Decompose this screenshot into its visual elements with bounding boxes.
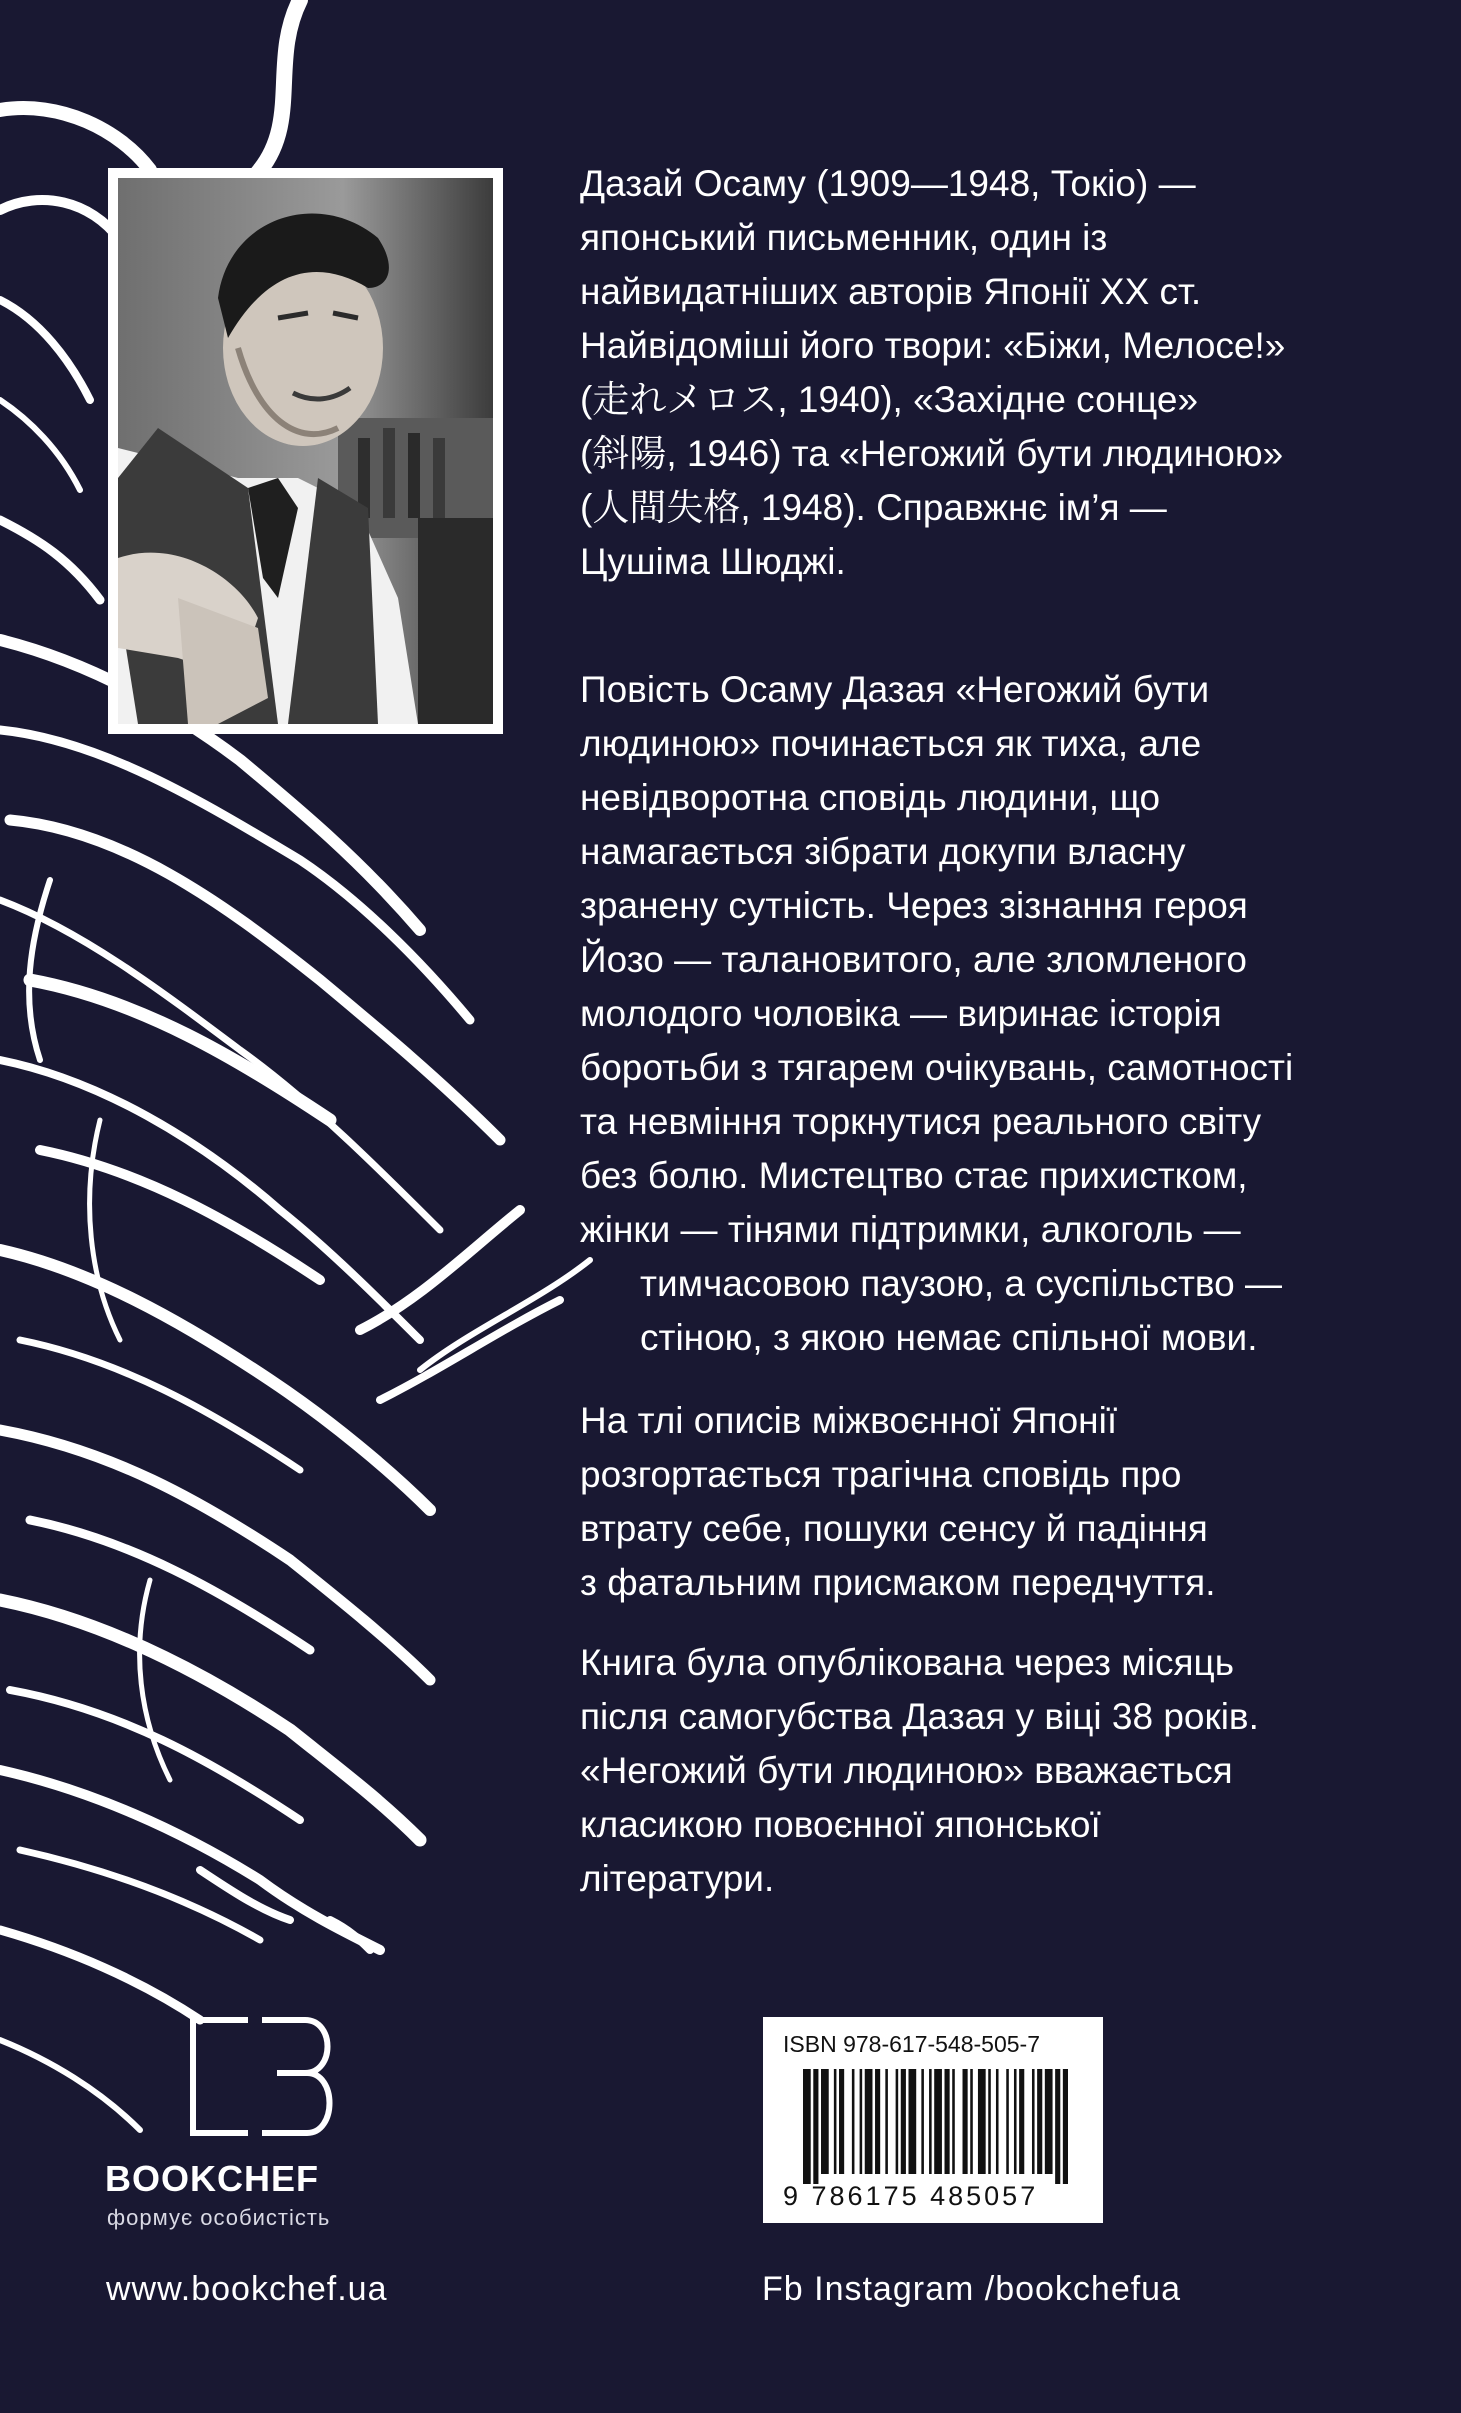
description-line: боротьби з тягарем очікувань, самотності [580, 1047, 1294, 1088]
barcode-bar [988, 2069, 991, 2174]
barcode-bar [963, 2069, 968, 2174]
description-line: стіною, з якою немає спільної мови. [640, 1317, 1258, 1358]
description-line: Йозо — талановитого, але зломленого [580, 939, 1248, 980]
description-line: людиною» починається як тиха, але [580, 723, 1202, 764]
barcode-bar [908, 2069, 916, 2174]
barcode-bar [996, 2069, 999, 2174]
barcode-bar [1032, 2069, 1035, 2174]
bio-line: Цушіма Шюджі. [580, 541, 846, 582]
description-line: зранену сутність. Через зізнання героя [580, 885, 1248, 926]
bio-line: (斜陽, 1946) та «Негожий бути людиною» [580, 433, 1284, 474]
bookchef-logo-icon [185, 2015, 335, 2140]
author-photo-frame [108, 168, 503, 734]
barcode-bar [1063, 2069, 1068, 2184]
barcode-bar [970, 2069, 973, 2174]
author-portrait-icon [118, 178, 493, 724]
bio-line: японський письменник, один із [580, 217, 1108, 258]
barcode-bar [821, 2069, 829, 2174]
barcode-bar [921, 2069, 924, 2174]
isbn-barcode [763, 2017, 1103, 2223]
description-line: Повість Осаму Дазая «Негожий бути [580, 669, 1210, 710]
description-line: без болю. Мистецтво стає прихистком, [580, 1155, 1248, 1196]
book-description-paragraph-2 [580, 1394, 1340, 1610]
description-line: втрату себе, пошуки сенсу й падіння [580, 1508, 1208, 1549]
bio-line: Найвідоміші його твори: «Біжи, Мелосе!» [580, 325, 1286, 366]
barcode-bar [860, 2069, 863, 2174]
publisher-social-links: Fb Instagram /bookchefua [762, 2270, 1182, 2308]
publisher-tagline: формує особистість [107, 2205, 331, 2230]
description-line: розгортається трагічна сповідь про [580, 1454, 1182, 1495]
barcode-bar [896, 2069, 899, 2174]
bio-line: (走れメロス, 1940), «Західне сонце» [580, 379, 1199, 420]
barcode-bar [1006, 2069, 1009, 2174]
description-line: «Негожий бути людиною» вважається [580, 1750, 1233, 1791]
description-line: намагається зібрати докупи власну [580, 831, 1186, 872]
barcode-bar [865, 2069, 873, 2174]
description-line: тимчасовою паузою, а суспільство — [640, 1263, 1282, 1304]
barcode-bar [934, 2069, 942, 2174]
description-line: з фатальним присмаком передчуття. [580, 1562, 1216, 1603]
description-line: після самогубства Дазая у віці 38 років. [580, 1696, 1259, 1737]
publisher-name: BOOKCHEF [105, 2158, 319, 2199]
barcode-bar [952, 2069, 955, 2174]
description-line: жінки — тінями підтримки, алкоголь — [580, 1209, 1241, 1250]
description-line: та невміння торкнутися реального світу [580, 1101, 1262, 1142]
description-line: Книга була опублікована через місяць [580, 1642, 1234, 1683]
barcode-bar [1037, 2069, 1042, 2174]
isbn-digits: 9 786175 485057 [783, 2181, 1039, 2211]
barcode-bar [1055, 2069, 1060, 2184]
barcode-bar [852, 2069, 855, 2174]
barcode-bar [1014, 2069, 1017, 2174]
barcode-bar [875, 2069, 880, 2174]
barcode-bar [839, 2069, 844, 2174]
description-line: На тлі описів міжвоєнної Японії [580, 1400, 1118, 1441]
barcode-bar [978, 2069, 986, 2174]
barcode-icon [803, 2069, 1068, 2184]
description-line: невідворотна сповідь людини, що [580, 777, 1161, 818]
barcode-bar [1045, 2069, 1053, 2174]
barcode-bar [1019, 2069, 1024, 2174]
barcode-bar [813, 2069, 818, 2184]
bio-line: Дазай Осаму (1909—1948, Токіо) — [580, 163, 1196, 204]
barcode-bar [945, 2069, 950, 2174]
barcode-bar [901, 2069, 906, 2174]
description-line: молодого чоловіка — виринає історія [580, 993, 1222, 1034]
bio-line: найвидатніших авторів Японії ХХ ст. [580, 271, 1202, 312]
description-line: літератури. [580, 1858, 775, 1899]
book-description-paragraph-1 [580, 663, 1340, 1365]
author-bio [580, 157, 1340, 589]
barcode-bar [834, 2069, 837, 2174]
barcode-bar [929, 2069, 932, 2174]
book-description-paragraph-3 [580, 1636, 1340, 1906]
isbn-label: ISBN 978-617-548-505-7 [783, 2031, 1040, 2057]
bio-line: (人間失格, 1948). Справжнє ім’я — [580, 487, 1167, 528]
barcode-bar [885, 2069, 888, 2174]
barcode-bar [803, 2069, 811, 2184]
description-line: класикою повоєнної японської [580, 1804, 1101, 1845]
publisher-website: www.bookchef.ua [106, 2270, 388, 2308]
